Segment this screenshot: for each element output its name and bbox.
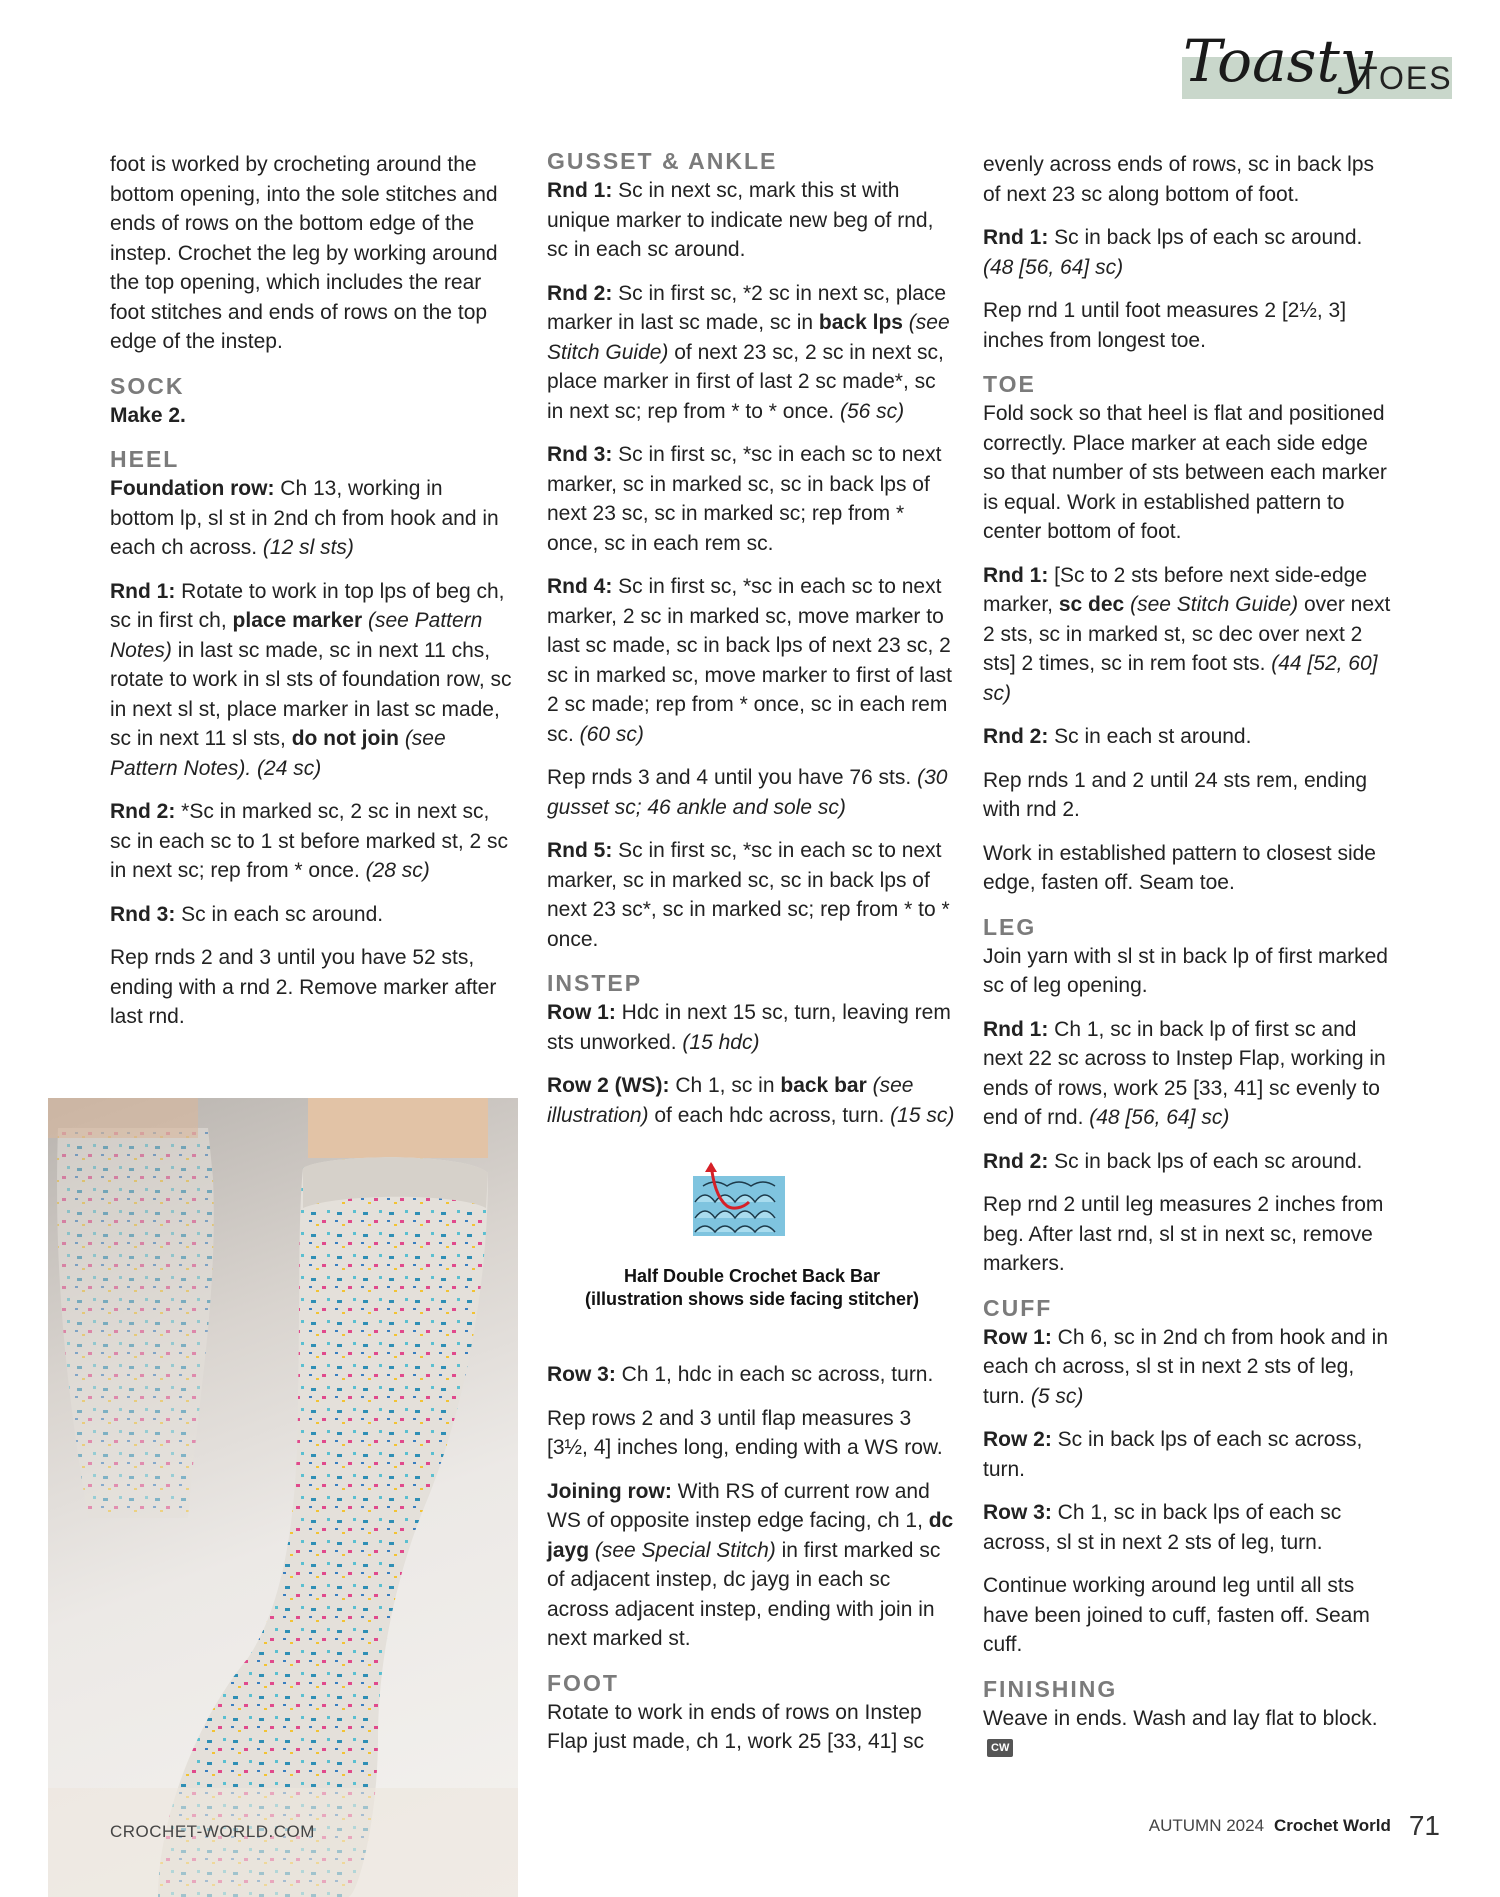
leg-join: Join yarn with sl st in back lp of first marked sc of leg opening.: [983, 944, 1388, 997]
sock-photo: [48, 1098, 518, 1897]
foot-rnd-1: Rnd 1: Sc in back lps of each sc around. (48 [56, 64] sc): [983, 226, 1363, 279]
gusset-rnd-3: Rnd 3: Sc in first sc, *sc in each sc to next marker, sc in marked sc, sc in back lps of next 23 sc, sc in marked sc; rep from * once, sc in each rem sc.: [547, 443, 942, 555]
heel-heading: HEEL: [110, 446, 180, 472]
toe-rnd-1: Rnd 1: [Sc to 2 sts before next side-edge marker, sc dec (see Stitch Guide) over next 2 sts, sc in marked st, sc dec over next 2 sts] 2 times, sc in rem foot sts. (44 [52, 60] sc): [983, 563, 1391, 705]
cuff-heading: CUFF: [983, 1294, 1053, 1321]
instep-repeat: Rep rows 2 and 3 until flap measures 3 [3½, 4] inches long, ending with a WS row.: [547, 1406, 943, 1459]
back-bar-illustration: [693, 1162, 785, 1236]
cuff-row-3: Row 3: Ch 1, sc in back lps of each sc across, sl st in next 2 sts of leg, turn.: [983, 1501, 1342, 1554]
column-1: [110, 150, 512, 1046]
footer-magazine: Crochet World: [1274, 1816, 1391, 1835]
gusset-rnd-1: Rnd 1: Sc in next sc, mark this st with unique marker to indicate new beg of rnd, sc in each sc around.: [547, 179, 934, 261]
foot-repeat: Rep rnd 1 until foot measures 2 [2½, 3] inches from longest toe.: [983, 299, 1347, 352]
heel-rnd-1: Rnd 1: Rotate to work in top lps of beg ch, sc in first ch, place marker (see Pattern Notes) in last sc made, sc in next 11 chs, rotate to work in sl sts of foundation row, sc in next sl st, place marker in last sc made, sc in next 11 sl sts, do not join (see Pattern Notes). (24 sc): [110, 579, 512, 780]
footer-site: CROCHET-WORLD.COM: [110, 1822, 315, 1841]
heel-repeat: Rep rnds 2 and 3 until you have 52 sts, ending with a rnd 2. Remove marker after last rnd.: [110, 946, 497, 1028]
footer-issue: AUTUMN 2024: [1148, 1816, 1265, 1835]
gusset-heading: GUSSET & ANKLE: [547, 148, 778, 174]
instep-row-3: Row 3: Ch 1, hdc in each sc across, turn.: [547, 1363, 934, 1386]
finishing-heading: FINISHING: [983, 1675, 1118, 1702]
intro-paragraph: foot is worked by crocheting around the bottom opening, into the sole stitches and ends of rows on the bottom edge of the instep. Crochet the leg by working around the top opening, which includes the rear foot stitches and ends of rows on the top edge of the instep.: [110, 153, 498, 353]
end-mark-icon: CW: [987, 1739, 1013, 1757]
header-script-title: Toasty: [1183, 27, 1373, 95]
gusset-rnd-4: Rnd 4: Sc in first sc, *sc in each sc to next marker, 2 sc in marked sc, move marker to last sc made, sc in back lps of next 23 sc, 2 sc in marked sc, move marker to first of last 2 sc made; rep from * once, sc in each rem sc. (60 sc): [547, 575, 952, 746]
instep-row-2: Row 2 (WS): Ch 1, sc in back bar (see illustration) of each hdc across, turn. (15 sc): [547, 1074, 955, 1127]
cuff-row-1: Row 1: Ch 6, sc in 2nd ch from hook and in each ch across, sl st in next 2 sts of leg, turn. (5 sc): [983, 1325, 1389, 1408]
cuff-row-2: Row 2: Sc in back lps of each sc across, turn.: [983, 1428, 1363, 1481]
finishing-text: Weave in ends. Wash and lay flat to block.CW: [983, 1704, 1393, 1763]
toe-finish: Work in established pattern to closest side edge, fasten off. Seam toe.: [983, 841, 1376, 894]
leg-heading: LEG: [983, 913, 1037, 940]
heel-rnd-3: Rnd 3: Sc in each sc around.: [110, 902, 384, 926]
leg-rnd-1: Rnd 1: Ch 1, sc in back lp of first sc and next 22 sc across to Instep Flap, working in ends of rows, work 25 [33, 41] sc evenly to end of rnd. (48 [56, 64] sc): [983, 1017, 1386, 1129]
toe-rnd-2: Rnd 2: Sc in each st around.: [983, 725, 1252, 748]
sock-heading: SOCK: [110, 372, 185, 399]
column-2: [547, 150, 957, 1771]
cuff-continue: Continue working around leg until all sts have been joined to cuff, fasten off. Seam cuff.: [983, 1574, 1370, 1656]
leg-rnd-2: Rnd 2: Sc in back lps of each sc around.: [983, 1149, 1363, 1173]
toe-heading: TOE: [983, 371, 1036, 397]
caption-line-1: Half Double Crochet Back Bar: [623, 1266, 881, 1286]
make-count: Make 2.: [110, 403, 186, 427]
caption-line-2: (illustration shows side facing stitcher): [584, 1289, 920, 1309]
leg-repeat: Rep rnd 2 until leg measures 2 inches from beg. After last rnd, sl st in next sc, remove markers.: [983, 1193, 1384, 1275]
heel-rnd-2: Rnd 2: *Sc in marked sc, 2 sc in next sc, sc in each sc to 1 st before marked st, 2 sc in next sc; rep from * once. (28 sc): [110, 800, 509, 882]
gusset-rnd-2: Rnd 2: Sc in first sc, *2 sc in next sc, place marker in last sc made, sc in back lps (see Stitch Guide) of next 23 sc, 2 sc in next sc, place marker in first of last 2 sc made*, sc in next sc; rep from * to * once. (56 sc): [547, 281, 950, 423]
gusset-rnd-5: Rnd 5: Sc in first sc, *sc in each sc to next marker, sc in marked sc, sc in back lps of next 23 sc*, sc in marked sc; rep from * to * once.: [547, 839, 950, 951]
page-number: 71: [1408, 1810, 1440, 1841]
foot-continued: evenly across ends of rows, sc in back lps of next 23 sc along bottom of foot.: [983, 153, 1375, 206]
foot-heading: FOOT: [547, 1669, 619, 1696]
illustration-caption: [547, 1265, 957, 1311]
toe-text: Fold sock so that heel is flat and positioned correctly. Place marker at each side edge so that number of sts between each marker is equal. Work in established pattern to center bottom of foot.: [983, 402, 1387, 543]
joining-row: Joining row: With RS of current row and WS of opposite instep edge facing, ch 1, dc jayg (see Special Stitch) in first marked sc of adjacent instep, dc jayg in each sc across adjacent instep, ending with join in next marked st.: [547, 1479, 954, 1650]
gusset-repeat: Rep rnds 3 and 4 until you have 76 sts. (30 gusset sc; 46 ankle and sole sc): [547, 766, 948, 819]
foundation-row: Foundation row: Ch 13, working in bottom lp, sl st in 2nd ch from hook and in each ch across. (12 sl sts): [110, 477, 499, 559]
foot-text: Rotate to work in ends of rows on Instep Flap just made, ch 1, work 25 [33, 41] sc: [547, 1700, 925, 1753]
footer-issue-info: [1149, 1810, 1440, 1842]
instep-row-1: Row 1: Hdc in next 15 sc, turn, leaving rem sts unworked. (15 hdc): [547, 1001, 951, 1054]
toe-repeat: Rep rnds 1 and 2 until 24 sts rem, ending with rnd 2.: [983, 768, 1368, 821]
header-title: TOES: [1358, 60, 1453, 96]
column-3: [983, 150, 1393, 1777]
instep-heading: INSTEP: [547, 970, 643, 996]
